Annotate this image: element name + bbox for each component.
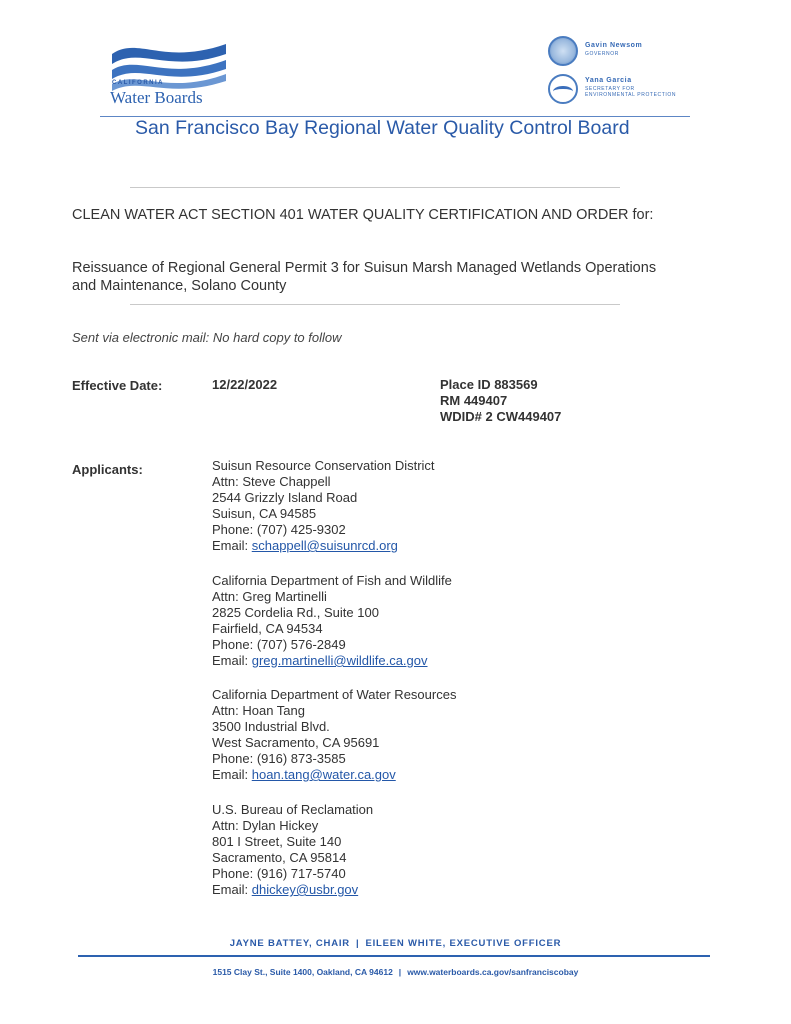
applicant-email-link[interactable]: hoan.tang@water.ca.gov bbox=[251, 767, 396, 782]
email-label: Email: bbox=[212, 653, 252, 668]
applicant-attn: Attn: Hoan Tang bbox=[212, 703, 305, 718]
email-label: Email: bbox=[212, 538, 252, 553]
applicant-email-row bbox=[212, 653, 452, 669]
applicant-street: 2544 Grizzly Island Road bbox=[212, 490, 358, 505]
applicant-street: 2825 Cordelia Rd., Suite 100 bbox=[212, 605, 379, 620]
project-title: Reissuance of Regional General Permit 3 for Suisun Marsh Managed Wetlands Operations and Maintenance, Solano County bbox=[72, 260, 657, 294]
applicant-email-link[interactable]: greg.martinelli@wildlife.ca.gov bbox=[251, 653, 428, 668]
email-label: Email: bbox=[212, 767, 252, 782]
applicant-city: Fairfield, CA 94534 bbox=[212, 621, 323, 636]
wdid-number: WDID# 2 CW449407 bbox=[440, 409, 562, 424]
california-state-seal-icon bbox=[548, 36, 578, 66]
effective-date-label: Effective Date: bbox=[72, 378, 163, 393]
footer-divider: | bbox=[355, 938, 360, 949]
applicant-attn: Attn: Greg Martinelli bbox=[212, 589, 327, 604]
applicants-label: Applicants: bbox=[72, 462, 143, 477]
applicant-org: U.S. Bureau of Reclamation bbox=[212, 802, 374, 817]
effective-date-value: 12/22/2022 bbox=[212, 377, 278, 392]
logo-state-label: CALIFORNIA bbox=[112, 80, 164, 86]
footer-officers bbox=[0, 938, 791, 949]
identifier-block bbox=[440, 377, 561, 425]
footer-website-link[interactable]: www.waterboards.ca.gov/sanfranciscobay bbox=[407, 967, 579, 977]
footer-rule bbox=[78, 955, 710, 957]
applicant-email-row bbox=[212, 538, 435, 554]
applicant-street: 3500 Industrial Blvd. bbox=[212, 719, 330, 734]
footer-chair: JAYNE BATTEY, CHAIR bbox=[229, 938, 350, 949]
board-name: San Francisco Bay Regional Water Quality Control Board bbox=[135, 117, 630, 139]
applicant-city: West Sacramento, CA 95691 bbox=[212, 735, 380, 750]
applicant-block bbox=[212, 573, 452, 669]
applicant-email-link[interactable]: dhickey@usbr.gov bbox=[251, 882, 359, 897]
secretary-name: Yana Garcia bbox=[585, 77, 632, 84]
applicant-org: Suisun Resource Conservation District bbox=[212, 458, 435, 473]
governor-name: Gavin Newsom bbox=[585, 42, 643, 49]
certification-title: CLEAN WATER ACT SECTION 401 WATER QUALITY CERTIFICATION AND ORDER for: bbox=[72, 207, 654, 223]
calepa-logo-icon bbox=[548, 74, 578, 104]
delivery-note: Sent via electronic mail: No hard copy to follow bbox=[72, 330, 342, 345]
applicant-email-row bbox=[212, 882, 373, 898]
applicant-block bbox=[212, 687, 456, 783]
applicant-attn: Attn: Steve Chappell bbox=[212, 474, 331, 489]
logo-wordmark: Water Boards bbox=[110, 88, 203, 107]
applicant-phone: Phone: (707) 576-2849 bbox=[212, 637, 346, 652]
footer-address-line bbox=[0, 967, 791, 977]
applicant-org: California Department of Water Resources bbox=[212, 687, 457, 702]
applicant-street: 801 I Street, Suite 140 bbox=[212, 834, 342, 849]
applicant-org: California Department of Fish and Wildlife bbox=[212, 573, 452, 588]
applicant-email-link[interactable]: schappell@suisunrcd.org bbox=[251, 538, 398, 553]
footer-divider: | bbox=[398, 967, 402, 977]
applicant-phone: Phone: (707) 425-9302 bbox=[212, 522, 346, 537]
section-divider bbox=[130, 187, 620, 188]
place-id: Place ID 883569 bbox=[440, 377, 538, 392]
secretary-title: SECRETARY FOR ENVIRONMENTAL PROTECTION bbox=[585, 86, 677, 98]
governor-title: GOVERNOR bbox=[585, 51, 619, 57]
rm-number: RM 449407 bbox=[440, 393, 508, 408]
applicant-city: Sacramento, CA 95814 bbox=[212, 850, 347, 865]
applicant-block bbox=[212, 802, 373, 898]
email-label: Email: bbox=[212, 882, 252, 897]
footer-address: 1515 Clay St., Suite 1400, Oakland, CA 94612 bbox=[212, 967, 393, 977]
section-divider bbox=[130, 304, 620, 305]
applicant-attn: Attn: Dylan Hickey bbox=[212, 818, 319, 833]
applicant-phone: Phone: (916) 717-5740 bbox=[212, 866, 346, 881]
applicant-email-row bbox=[212, 767, 456, 783]
applicant-phone: Phone: (916) 873-3585 bbox=[212, 751, 346, 766]
applicant-city: Suisun, CA 94585 bbox=[212, 506, 317, 521]
footer-officer: EILEEN WHITE, EXECUTIVE OFFICER bbox=[365, 938, 562, 949]
applicant-block bbox=[212, 458, 435, 554]
